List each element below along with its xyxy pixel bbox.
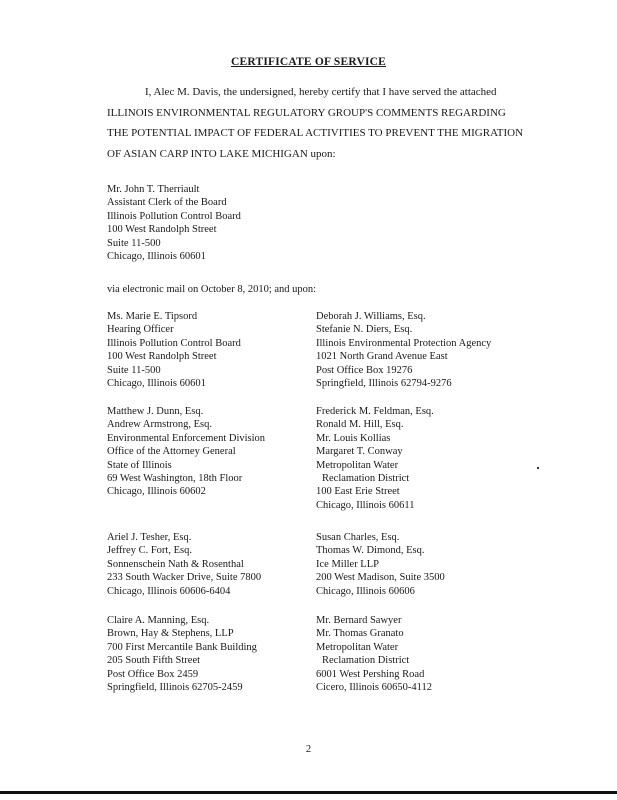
recipient-block-right-1 (316, 310, 491, 390)
address-line: Suite 11-500 (107, 364, 161, 376)
address-line: 700 First Mercantile Bank Building (107, 641, 257, 653)
address-line: Ice Miller LLP (316, 558, 379, 570)
address-line: Mr. Bernard Sawyer (316, 615, 402, 626)
address-line: Brown, Hay & Stephens, LLP (107, 628, 234, 640)
intro-text: I, Alec M. Davis, the undersigned, hereby certify that I have served the attached ILLINOIS ENVIRONMENTAL REGULATORY GROUP'S COMMENTS REGARDING THE POTENTIAL IMPACT OF FEDERAL ACTIVITIES TO PREVENT THE MIGRATION OF ASIAN CARP INTO LAKE MICHIGAN upon: (107, 86, 524, 160)
address-line: 200 West Madison, Suite 3500 (316, 572, 445, 584)
address-line: Springfield, Illinois 62794-9276 (316, 378, 452, 390)
address-line: Illinois Pollution Control Board (107, 210, 241, 222)
address-line: Chicago, Illinois 60601 (107, 378, 206, 390)
recipient-block-right-4 (316, 614, 432, 694)
address-line: Mr. John T. Therriault (107, 184, 200, 195)
address-line: Metropolitan Water (316, 641, 399, 653)
address-line: Chicago, Illinois 60601 (107, 251, 206, 263)
page-number: 2 (305, 744, 312, 755)
address-line: Stefanie N. Diers, Esq. (316, 324, 413, 336)
address-line: Andrew Armstrong, Esq. (107, 419, 212, 431)
address-line: Cicero, Illinois 60650-4112 (316, 682, 432, 694)
recipient-block-right-3 (316, 531, 445, 598)
address-line: 233 South Wacker Drive, Suite 7800 (107, 572, 262, 584)
scan-edge-rule (0, 791, 617, 794)
address-line: 100 West Randolph Street (107, 224, 217, 236)
address-line: 100 West Randolph Street (107, 351, 217, 363)
address-line: Susan Charles, Esq. (316, 532, 400, 543)
recipient-block-left-2 (107, 405, 265, 499)
address-line: Claire A. Manning, Esq. (107, 615, 210, 626)
address-line: 1021 North Grand Avenue East (316, 351, 448, 363)
address-line: Mr. Louis Kollias (316, 432, 391, 444)
address-line: Reclamation District (322, 473, 410, 485)
scan-speck (537, 467, 539, 469)
address-line: Chicago, Illinois 60611 (316, 499, 415, 511)
address-line: Illinois Pollution Control Board (107, 337, 241, 349)
address-line: Ronald M. Hill, Esq. (316, 419, 404, 431)
address-line: Office of the Attorney General (107, 446, 236, 458)
address-line: Deborah J. Williams, Esq. (316, 311, 426, 322)
recipient-block-left-1 (107, 310, 241, 390)
address-line: Thomas W. Dimond, Esq. (316, 545, 425, 557)
address-line: Illinois Environmental Protection Agency (316, 337, 492, 349)
recipient-block-left-3 (107, 531, 261, 598)
address-line: Frederick M. Feldman, Esq. (316, 406, 434, 417)
address-line: Metropolitan Water (316, 459, 399, 471)
certificate-title: CERTIFICATE OF SERVICE (230, 56, 387, 68)
address-line: Matthew J. Dunn, Esq. (107, 406, 204, 417)
address-line: Chicago, Illinois 60606 (316, 585, 415, 597)
address-line: Assistant Clerk of the Board (107, 197, 227, 209)
address-line: Jeffrey C. Fort, Esq. (107, 545, 192, 557)
recipient-block-left-4 (107, 614, 257, 694)
address-line: Chicago, Illinois 60606-6404 (107, 585, 231, 597)
address-line: Environmental Enforcement Division (107, 432, 266, 444)
address-line: 6001 West Pershing Road (316, 668, 425, 680)
address-line: Suite 11-500 (107, 237, 161, 249)
address-line: Post Office Box 2459 (107, 668, 199, 680)
intro-paragraph (107, 82, 527, 164)
address-line: Reclamation District (322, 655, 410, 667)
address-line: State of Illinois (107, 459, 172, 471)
address-line: 100 East Erie Street (316, 486, 400, 498)
address-line: Chicago, Illinois 60602 (107, 486, 206, 498)
address-line: 69 West Washington, 18th Floor (107, 473, 243, 485)
address-line: Ariel J. Tesher, Esq. (107, 532, 192, 543)
primary-recipient (107, 183, 241, 263)
address-line: Mr. Thomas Granato (316, 628, 404, 640)
address-line: Post Office Box 19276 (316, 364, 413, 376)
recipient-block-right-2 (316, 405, 434, 512)
address-line: Margaret T. Conway (316, 446, 403, 458)
service-method: via electronic mail on October 8, 2010; and upon: (107, 284, 317, 295)
address-line: Springfield, Illinois 62705-2459 (107, 682, 243, 694)
address-line: Sonnenschein Nath & Rosenthal (107, 558, 244, 570)
address-line: Hearing Officer (107, 324, 174, 336)
address-line: Ms. Marie E. Tipsord (107, 311, 198, 322)
address-line: 205 South Fifth Street (107, 655, 201, 667)
